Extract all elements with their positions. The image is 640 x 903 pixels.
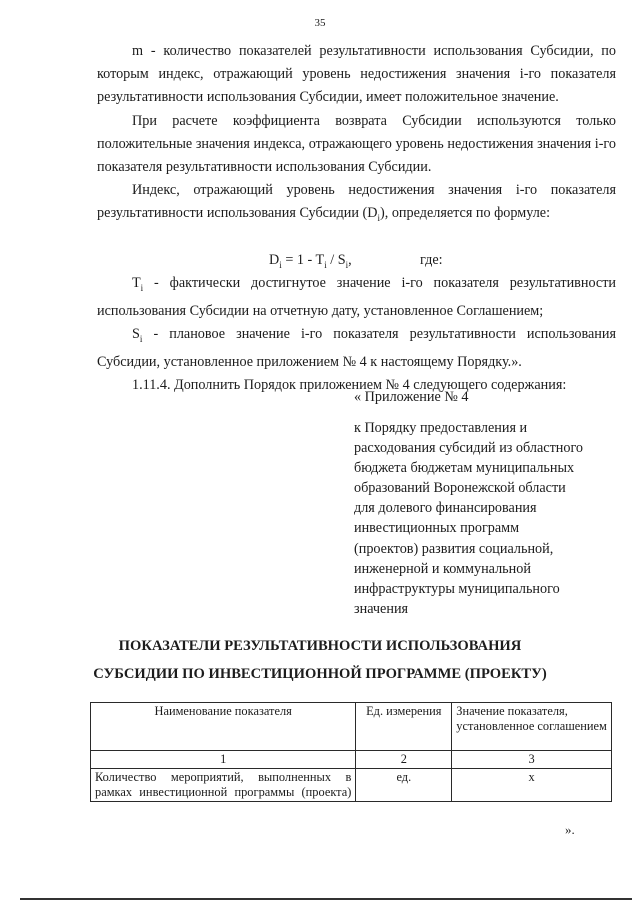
paragraph-index-formula-intro: Индекс, отражающий уровень недостижения значения i-го показателя результативности использования Субсидии $(D_i)$, определяется по формуле: [97,182,616,224]
paragraph-m-definition: m - количество показателей результативности использования Субсидии, по которым индекс, отражающий уровень недостижения значения i-го показателя результативности использования Субсидии, имеет положительное значение. [97,43,616,106]
table-heading-line-2: СУБСИДИИ ПО ИНВЕСТИЦИОННОЙ ПРОГРАММЕ (ПРОЕКТУ) [93,666,547,682]
appendix-line: значения [354,600,409,617]
appendix-line: бюджета бюджетам муниципальных [354,460,575,477]
closing-quote: ». [565,822,575,837]
definition-ti: $T_i$ - фактически достигнутое значение i-го показателя результативности использования Субсидии на отчетную дату, установленное Соглашением; [97,275,616,320]
text-block-top [97,40,616,230]
appendix-line: расходования субсидий из областного [354,440,584,457]
table-heading-line-1: ПОКАЗАТЕЛИ РЕЗУЛЬТАТИВНОСТИ ИСПОЛЬЗОВАНИЯ [118,638,522,654]
header-value: Значение показателя, установленное соглашением [452,703,612,751]
appendix-title: « Приложение № 4 [354,389,469,405]
text-block-definitions [97,272,616,398]
table-number-row [91,751,612,769]
definition-si: $S_i$ - плановое значение i-го показателя результативности использования Субсидии, установленное приложением № 4 к настоящему Порядку.». [97,326,616,371]
paragraph-positive-values: При расчете коэффициента возврата Субсидии используются только положительные значения индекса, отражающего уровень недостижения значения i-го показателя результативности использования Субсидии. [97,112,616,176]
table-header-row [91,703,612,751]
formula-where: где: [420,252,443,268]
page-number: 35 [314,17,326,29]
formula-expression: $D_i = 1 - T_i / S_i$, [269,252,352,270]
column-number-2: 2 [356,751,452,769]
indicators-table [90,702,612,802]
column-number-3: 3 [452,751,612,769]
appendix-line: к Порядку предоставления и [354,420,528,436]
column-number-1: 1 [91,751,356,769]
appendix-line: образований Воронежской области [354,480,566,497]
appendix-caption [354,418,614,619]
table-heading [0,632,640,688]
appendix-line: инженерной и коммунальной [354,560,531,577]
cell-value: х [452,769,612,802]
table-row [91,769,612,802]
cell-indicator-name: Количество мероприятий, выполненных в рамках инвестиционной программы (проекта) [91,769,356,802]
appendix-line: для долевого финансирования [354,500,537,517]
appendix-line: инфраструктуры муниципального [354,580,560,597]
cell-unit: ед. [356,769,452,802]
appendix-line: (проектов) развития социальной, [354,540,554,557]
bottom-rule [20,898,632,900]
header-unit: Ед. измерения [356,703,452,751]
header-indicator-name: Наименование показателя [91,703,356,751]
paragraph-1-11-4: 1.11.4. Дополнить Порядок приложением № 4 следующего содержания: [132,377,567,394]
appendix-line: инвестиционных программ [354,520,520,537]
